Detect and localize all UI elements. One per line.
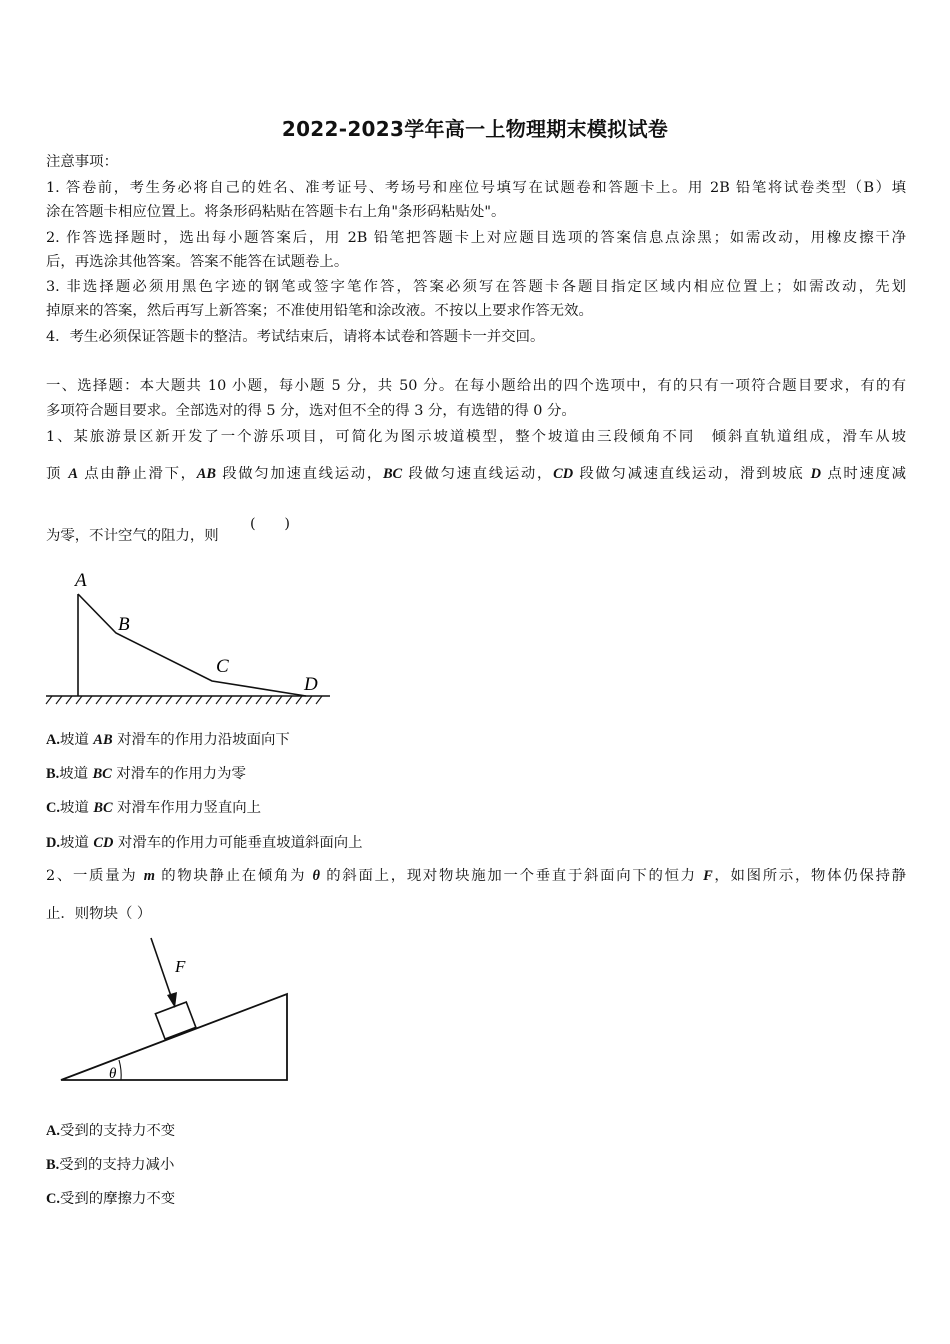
notice-line: 1. 答卷前，考生务必将自己的姓名、准考证号、考场号和座位号填写在试题卷和答题卡上。用 2B 铅笔将试卷类型（B）填 — [46, 180, 906, 196]
var-CD: CD — [553, 466, 574, 482]
q1-option-b: B.坡道 BC 对滑车的作用力为零 — [46, 766, 246, 782]
var-A: A — [68, 466, 78, 482]
notice-line: 涂在答题卡相应位置上。将条形码粘贴在答题卡右上角"条形码粘贴处"。 — [46, 204, 506, 220]
page-title: 2022-2023学年高一上物理期末模拟试卷 — [281, 117, 669, 141]
q1-option-a: A.坡道 AB 对滑车的作用力沿坡面向下 — [46, 732, 290, 748]
q2-incline-figure — [55, 934, 300, 1084]
var-AB: AB — [196, 466, 216, 482]
var-D: D — [810, 466, 822, 482]
q1-option-c: C.坡道 BC 对滑车作用力竖直向上 — [46, 800, 262, 816]
q2-option-b: B.受到的支持力减小 — [46, 1157, 175, 1173]
section-intro-line: 一、选择题：本大题共 10 小题，每小题 5 分，共 50 分。在每小题给出的四个选项中，有的只有一项符合题目要求，有的有 — [46, 378, 906, 394]
notice-line: 掉原来的答案，然后再写上新答案；不准使用铅笔和涂改液。不按以上要求作答无效。 — [46, 303, 593, 319]
label-C: C — [216, 656, 229, 677]
section-intro-line: 多项符合题目要求。全部选对的得 5 分，选对但不全的得 3 分，有选错的得 0 分。 — [46, 403, 576, 419]
q2-option-c: C.受到的摩擦力不变 — [46, 1191, 176, 1207]
var-BC: BC — [382, 466, 403, 482]
label-B: B — [118, 614, 130, 635]
var-theta: θ — [312, 868, 320, 884]
q2-option-a: A.受到的支持力不变 — [46, 1123, 176, 1139]
q1-option-d: D.坡道 CD 对滑车的作用力可能垂直坡道斜面向上 — [46, 835, 363, 851]
q1-stem-line: 为零，不计空气的阻力，则 — [46, 528, 219, 544]
answer-parentheses: ( ) — [250, 516, 291, 532]
notice-line: 2. 作答选择题时，选出每小题答案后，用 2B 铅笔把答题卡上对应题目选项的答案信息点涂黑；如需改动，用橡皮擦干净 — [46, 230, 906, 246]
notice-line: 后，再选涂其他答案。答案不能答在试题卷上。 — [46, 254, 349, 270]
label-theta: θ — [109, 1066, 117, 1082]
label-A: A — [75, 570, 87, 591]
q2-stem-line: 2、一质量为 m 的物块静止在倾角为 θ 的斜面上，现对物块施加一个垂直于斜面向下的恒力 F，如图所示，物体仍保持静 — [46, 868, 906, 884]
q1-stem-line: 顶 A 点由静止滑下，AB 段做匀加速直线运动，BC 段做匀速直线运动，CD 段做匀减速直线运动，滑到坡底 D 点时速度减 — [46, 466, 907, 482]
label-F: F — [175, 957, 186, 976]
notice-heading: 注意事项： — [46, 154, 118, 170]
q2-stem-line: 止．则物块（ ） — [46, 906, 152, 922]
var-m: m — [143, 868, 155, 884]
notice-line: 4．考生必须保证答题卡的整洁。考试结束后，请将本试卷和答题卡一并交回。 — [46, 329, 545, 345]
label-D: D — [304, 674, 318, 695]
q1-slope-figure — [40, 562, 340, 712]
notice-line: 3. 非选择题必须用黑色字迹的钢笔或签字笔作答，答案必须写在答题卡各题目指定区域内相应位置上；如需改动，先划 — [46, 279, 906, 295]
var-F: F — [703, 868, 713, 884]
q1-stem-line: 1、某旅游景区新开发了一个游乐项目，可简化为图示坡道模型，整个坡道由三段倾角不同 倾斜直轨道组成，滑车从坡 — [46, 429, 906, 445]
